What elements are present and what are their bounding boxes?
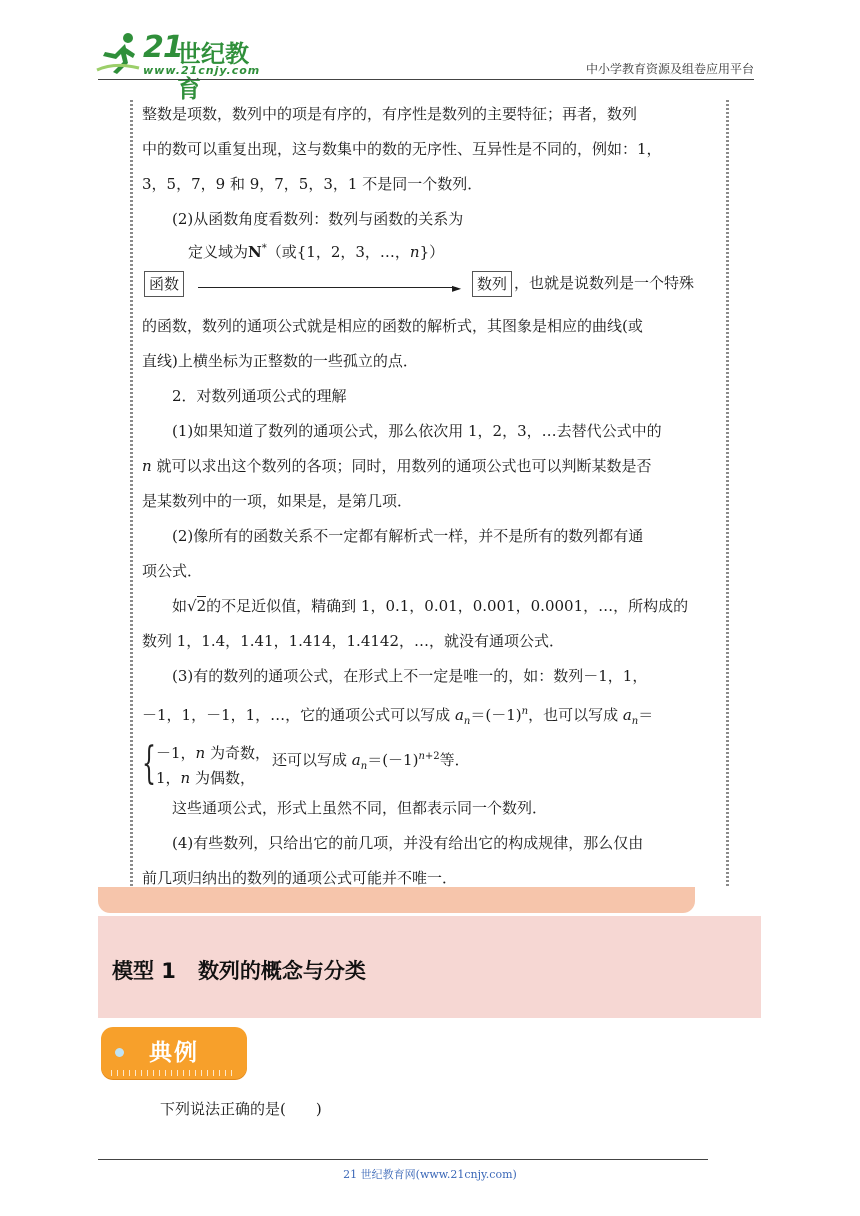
sequence-box: 数列 [472, 271, 512, 297]
brace-icon: { [142, 738, 156, 789]
example-label: 典例 [149, 1040, 199, 1066]
text-line: 还可以写成 $a_n=(-1)^{n+2}$等． [272, 751, 470, 772]
footer-divider [98, 1159, 708, 1160]
text-line: (3)有的数列的通项公式，在形式上不一定是唯一的，如：数列－1，1， [172, 667, 648, 685]
function-box: 函数 [144, 271, 184, 297]
ruler-decoration [111, 1070, 237, 1076]
text-line: (1)如果知道了数列的通项公式，那么依次用 1，2，3，…去替代公式中的 [172, 422, 662, 440]
text-line: 直线)上横坐标为正整数的一些孤立的点． [142, 352, 418, 370]
example-badge [101, 1027, 247, 1079]
text-line: 是某数列中的一项，如果是，是第几项． [142, 492, 413, 510]
mapping-arrow [198, 287, 456, 288]
text-line: 3，5，7，9 和 9，7，5，3，1 不是同一个数列． [142, 175, 483, 193]
runner-icon [95, 32, 143, 76]
logo-name: 世纪教育 [177, 40, 249, 103]
section-heading: 2．对数列通项公式的理解 [172, 387, 347, 405]
header-divider [98, 79, 754, 80]
text-line: 前几项归纳出的数列的通项公式可能并不唯一． [142, 869, 458, 887]
page-header [0, 0, 860, 103]
text-line: (2)像所有的函数关系不一定都有解析式一样，并不是所有的数列都有通 [172, 527, 644, 545]
site-logo[interactable] [95, 30, 265, 103]
text-line: (2)从函数角度看数列：数列与函数的关系为 [172, 210, 464, 228]
text-line: 的函数，数列的通项公式就是相应的函数的解析式，其图象是相应的曲线(或 [142, 317, 643, 335]
text-line: (4)有些数列，只给出它的前几项，并没有给出它的构成规律，那么仅由 [172, 834, 644, 852]
platform-title: 中小学教育资源及组卷应用平台 [585, 62, 754, 76]
arrow-head-icon: ► [452, 281, 462, 295]
box-border-right [726, 100, 729, 887]
sqrt-symbol: √ [187, 597, 197, 615]
question-text: 下列说法正确的是( ) [160, 1100, 322, 1118]
mapping-label: 定义域为N*（或{1，2，3，…，n}） [188, 243, 445, 261]
explanation-box [142, 97, 720, 896]
text-line: ，也就是说数列是一个特殊 [514, 274, 695, 292]
text-line: 数列 1，1.4，1.41，1.414，1.4142，…，就没有通项公式． [142, 632, 564, 650]
box-bottom-band [98, 887, 695, 913]
logo-url: www.21cnjy.com [143, 64, 261, 77]
text-line: 这些通项公式，形式上虽然不同，但都表示同一个数列． [172, 799, 548, 817]
text-line: 中的数可以重复出现，这与数集中的数的无序性、互异性是不同的，例如：1， [142, 140, 662, 158]
text-line: 项公式． [142, 562, 203, 580]
footer-link[interactable]: 21 世纪教育网(www.21cnjy.com) [343, 1168, 517, 1181]
piecewise-formula [142, 739, 720, 791]
text-line: 如√2的不足近似值，精确到 1，0.1，0.01，0.001，0.0001，…，所构成的 [172, 597, 689, 615]
text-line: 整数是项数，数列中的项是有序的，有序性是数列的主要特征；再者，数列 [142, 105, 638, 123]
piecewise-rows: －1，n 为奇数， 1，n 为偶数， [156, 744, 270, 787]
text-line: －1，1，－1，1，…，它的通项公式可以写成 $a_n=(-1)^n$，也可以写成 $a_n=$ [142, 706, 654, 727]
logo-number: 21 [143, 30, 183, 65]
dot-icon [115, 1048, 124, 1057]
text-line: n 就可以求出这个数列的各项；同时，用数列的通项公式也可以判断某数是否 [142, 457, 652, 475]
function-mapping [142, 237, 720, 309]
box-border-left [130, 100, 133, 887]
model-title: 模型 1 数列的概念与分类 [112, 959, 366, 983]
